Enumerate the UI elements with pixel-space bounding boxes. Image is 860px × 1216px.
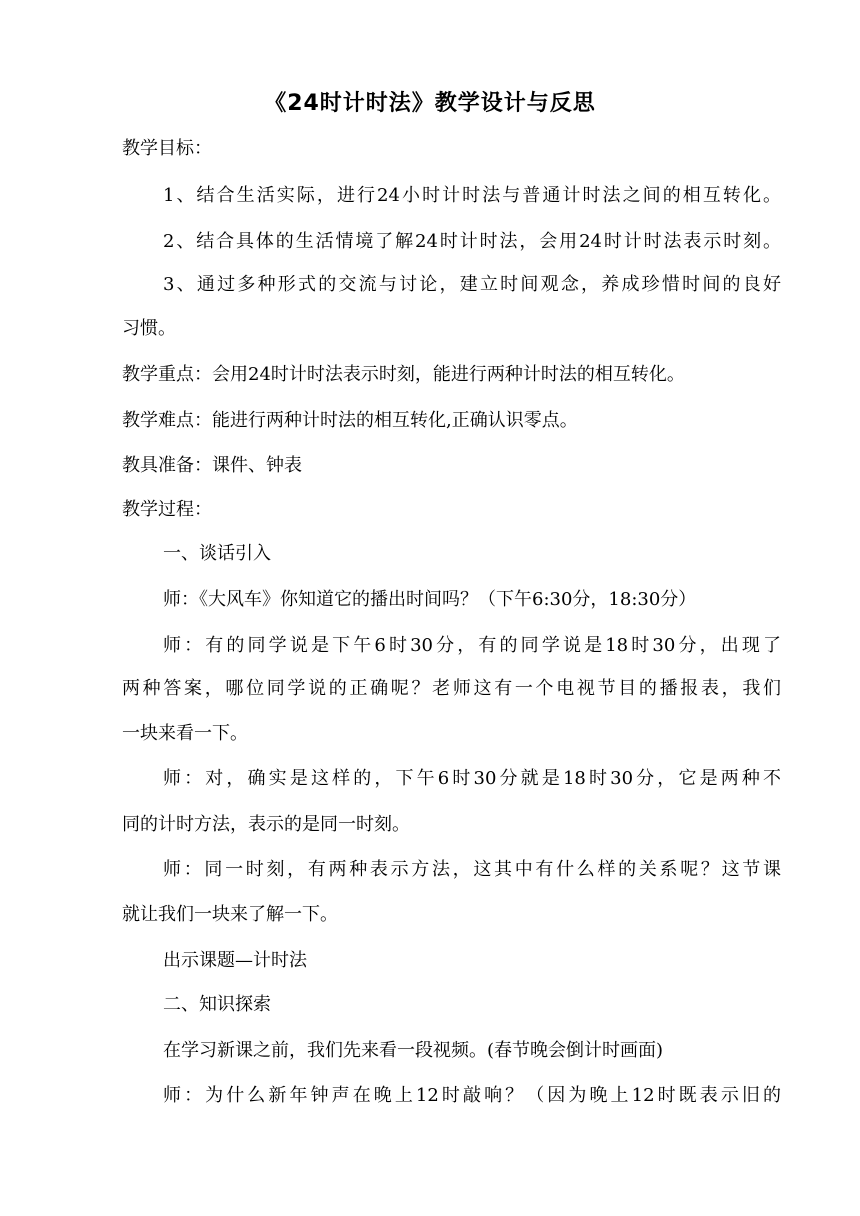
document-title: 《24时计时法》教学设计与反思 [264, 91, 596, 116]
objectives-heading: 教学目标： [122, 138, 212, 159]
key-point: 教学重点：会用24时计时法表示时刻，能进行两种计时法的相互转化。 [122, 364, 685, 385]
objective-3-line-1: 3、通过多种形式的交流与讨论，建立时间观念，养成珍惜时间的良好 [163, 274, 781, 295]
objective-3-line-2: 习惯。 [122, 318, 176, 339]
paragraph-6: 在学习新课之前，我们先来看一段视频。(春节晚会倒计时画面) [163, 1040, 664, 1061]
difficulty: 教学难点：能进行两种计时法的相互转化,正确认识零点。 [122, 410, 578, 431]
paragraph-3-line-1: 师：对，确实是这样的，下午6时30分就是18时30分，它是两种不 [163, 768, 781, 789]
objective-1: 1、结合生活实际，进行24小时计时法与普通计时法之间的相互转化。 [163, 185, 781, 206]
section-heading-1: 一、谈话引入 [163, 543, 271, 564]
teaching-tools: 教具准备：课件、钟表 [122, 455, 302, 476]
process-heading: 教学过程： [122, 499, 212, 520]
paragraph-2-line-1: 师：有的同学说是下午6时30分，有的同学说是18时30分，出现了 [163, 635, 781, 656]
paragraph-2-line-3: 一块来看一下。 [122, 723, 248, 744]
paragraph-2-line-2: 两种答案，哪位同学说的正确呢？老师这有一个电视节目的播报表，我们 [122, 678, 781, 699]
paragraph-4-line-2: 就让我们一块来了解一下。 [122, 904, 338, 925]
paragraph-1: 师：《大风车》你知道它的播出时间吗？（下午6:30分，18:30分） [163, 589, 697, 610]
objective-2: 2、结合具体的生活情境了解24时计时法，会用24时计时法表示时刻。 [163, 231, 781, 252]
section-heading-2: 二、知识探索 [163, 994, 271, 1015]
paragraph-4-line-1: 师：同一时刻，有两种表示方法，这其中有什么样的关系呢？这节课 [163, 859, 781, 880]
paragraph-3-line-2: 同的计时方法，表示的是同一时刻。 [122, 814, 410, 835]
paragraph-5: 出示课题—计时法 [163, 950, 307, 971]
paragraph-7: 师：为什么新年钟声在晚上12时敲响？（因为晚上12时既表示旧的 [163, 1085, 781, 1106]
